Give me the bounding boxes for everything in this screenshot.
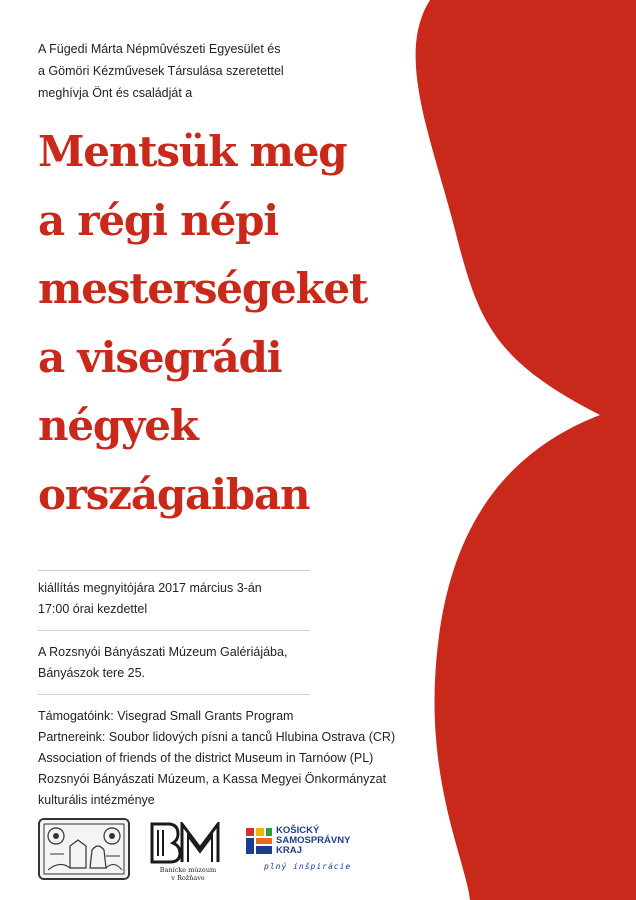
title-line: mesterségeket [38, 264, 368, 313]
title-line: négyek [38, 401, 198, 450]
title-line: a visegrádi [38, 332, 282, 382]
bm-caption-line: Banícke múzeum [159, 866, 217, 874]
ksk-logo-text [276, 826, 350, 856]
event-line: kiállítás megnyitójára 2017 március 3-án [38, 581, 262, 595]
event-datetime [38, 578, 458, 620]
ksk-tagline: plný inšpirácie [264, 862, 352, 871]
kosicky-kraj-logo-icon [246, 826, 366, 876]
bm-logo-caption [148, 866, 228, 882]
partners-list [38, 706, 458, 811]
event-title [38, 118, 468, 529]
intro-line: meghívja Önt és családját a [38, 86, 193, 100]
divider [38, 694, 310, 695]
sponsor-logos [0, 818, 636, 888]
divider [38, 570, 310, 571]
title-line: országaiban [38, 469, 310, 519]
title-line: Mentsük meg [38, 127, 347, 176]
venue-line: A Rozsnyói Bányászati Múzeum Galériájába, [38, 645, 288, 659]
partners-line: Rozsnyói Bányászati Múzeum, a Kassa Megyei Önkormányzat [38, 772, 387, 786]
partners-line: Partnereink: Soubor lidových písni a tanců Hlubina Ostrava (CR) [38, 730, 396, 744]
partners-line: Támogatóink: Visegrad Small Grants Program [38, 709, 294, 723]
divider [38, 630, 310, 631]
venue-line: Bányászok tere 25. [38, 666, 146, 680]
ksk-text-line: KOŠICKÝ [276, 825, 320, 836]
invitation-intro [38, 38, 338, 104]
ksk-text-line: KRAJ [276, 845, 302, 856]
title-line: a régi népi [38, 195, 279, 245]
intro-line: a Gömöri Kézművesek Társulása szeretettel [38, 64, 284, 78]
ksk-text-line: SAMOSPRÁVNY [276, 835, 351, 846]
event-line: 17:00 órai kezdettel [38, 602, 148, 616]
event-venue [38, 642, 458, 684]
intro-line: A Fügedi Márta Népmûvészeti Egyesület és [38, 42, 281, 56]
folk-seal-logo-icon [38, 818, 130, 880]
banicke-muzeum-logo-icon [148, 822, 228, 882]
partners-line: kulturális intézménye [38, 793, 155, 807]
partners-line: Association of friends of the district Museum in Tarnóow (PL) [38, 751, 374, 765]
bm-caption-line: v Rožňave [171, 874, 205, 882]
